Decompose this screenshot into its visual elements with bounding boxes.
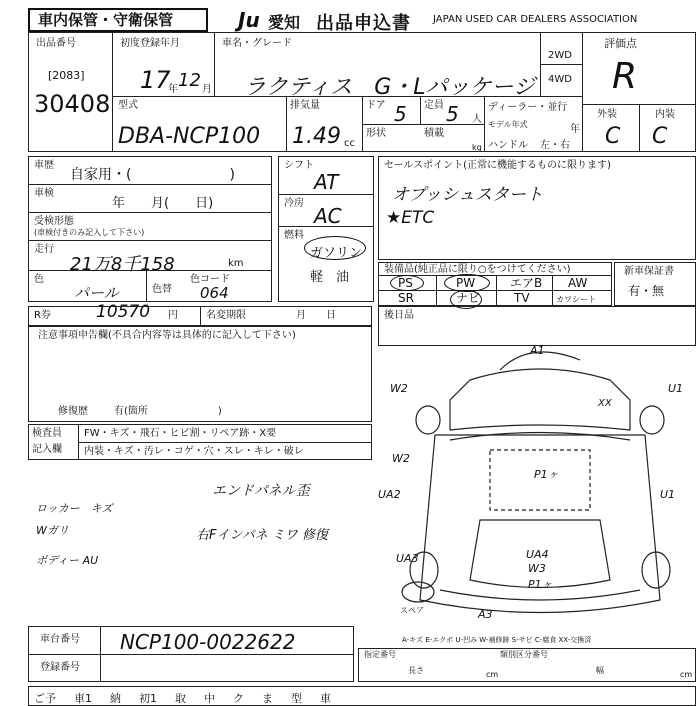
- bottom-strip-row: ご予 車1 納 初1 取 中 ク ま 型 車: [34, 692, 331, 705]
- gasoline-circle: [304, 236, 366, 260]
- storage-tag: 車内保管・守衛保管: [38, 11, 174, 29]
- score-label: 評価点: [604, 37, 637, 50]
- ju-logo: Ju: [238, 8, 260, 32]
- lot-sub: [2083]: [48, 69, 85, 82]
- lot-number: 30408: [34, 90, 111, 118]
- color-value: パール: [74, 284, 119, 302]
- type-value: DBA-NCP100: [118, 124, 261, 149]
- interior-grade: C: [652, 124, 668, 149]
- note-left1: ロッカー キズ: [36, 502, 113, 515]
- mileage-value: 21万8千158: [70, 254, 175, 275]
- diagram-legend: A-キズ E-エクボ U-凹み W-補修跡 S-サビ C-腐食 XX-交換済: [402, 636, 592, 644]
- selling-line1: オプッシュスタート: [392, 185, 543, 205]
- car-diagram: [380, 340, 696, 640]
- first-reg-month: 12: [178, 70, 201, 91]
- capacity-value: 5: [446, 102, 459, 126]
- color-code-value: 064: [200, 284, 229, 302]
- header-association: JAPAN USED CAR DEALERS ASSOCIATION: [433, 14, 638, 25]
- shift-value: AT: [314, 170, 339, 194]
- score-value: R: [612, 56, 638, 97]
- note-left2: Wガリ: [36, 524, 69, 537]
- history-value: 自家用・( ): [70, 167, 235, 183]
- model-label: 車名・グレード: [222, 38, 292, 49]
- selling-line2: ★ETC: [386, 208, 435, 228]
- first-reg-label: 初度登録年月: [120, 38, 180, 49]
- note-main: エンドパネル歪: [212, 483, 310, 499]
- recycle-value: 10570: [96, 302, 151, 322]
- model-value: ラクティス G・Lパッケージ: [244, 75, 536, 100]
- header-title: 出品申込書: [316, 13, 411, 34]
- chassis-value: NCP100-0022622: [120, 630, 296, 654]
- doors-value: 5: [394, 102, 407, 126]
- header-region: 愛知: [268, 13, 301, 32]
- fuel-gasoline: ガソリン: [310, 246, 363, 261]
- first-reg-year: 17: [140, 66, 171, 94]
- note-left3: ボディー AU: [36, 554, 99, 567]
- exterior-grade: C: [605, 124, 621, 149]
- note-right: 右Fインパネ ミワ 修復: [196, 528, 328, 543]
- cooling-value: AC: [314, 204, 342, 228]
- displacement-value: 1.49: [292, 124, 341, 149]
- ps-circle: [390, 275, 424, 291]
- lot-label: 出品番号: [36, 38, 76, 49]
